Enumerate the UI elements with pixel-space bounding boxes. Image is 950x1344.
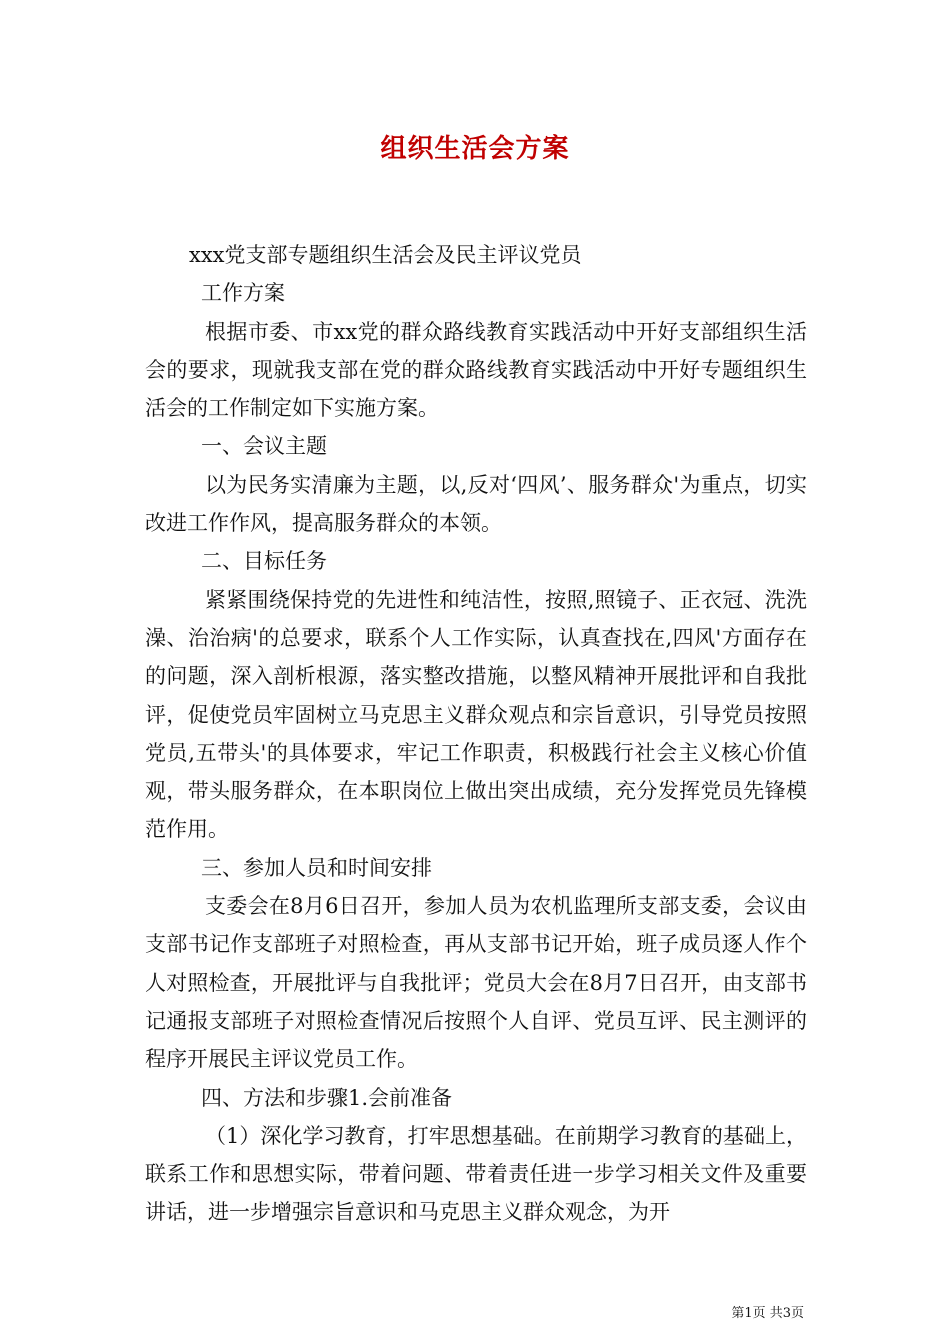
section-heading-theme: 一、会议主题 (201, 434, 327, 459)
methods-paragraph: （1）深化学习教育，打牢思想基础。在前期学习教育的基础上，联系工作和思想实际，带着问题、带着责任进一步学习相关文件及重要讲话，进一步增强宗旨意识和马克思主义群众观念，为开 (145, 1123, 807, 1225)
page-number: 第1页 共3页 (731, 1306, 804, 1321)
section-heading-participants: 三、参加人员和时间安排 (201, 855, 432, 880)
section-heading-goals: 二、目标任务 (201, 549, 327, 574)
participants-paragraph: 支委会在8月6日召开，参加人员为农机监理所支部支委，会议由支部书记作支部班子对照检查，再从支部书记开始，班子成员逐人作个人对照检查，开展批评与自我批评；党员大会在8月7日召开，由支部书记通报支部班子对照检查情况后按照个人自评、党员互评、民主测评的程序开展民主评议党员工作。 (145, 894, 807, 1072)
document-title: 组织生活会方案 (380, 134, 570, 164)
document-body (145, 236, 807, 1232)
subtitle-line-1: xxx党支部专题组织生活会及民主评议党员 (189, 243, 582, 267)
theme-paragraph: 以为民务实清廉为主题，以,反对‘四风’、服务群众'为重点，切实改进工作作风，提高服务群众的本领。 (145, 472, 807, 536)
section-heading-methods: 四、方法和步骤1.会前准备 (201, 1085, 453, 1110)
goals-paragraph: 紧紧围绕保持党的先进性和纯洁性，按照,照镜子、正衣冠、洗洗澡、治治病'的总要求，联系个人工作实际，认真查找在,四风'方面存在的问题，深入剖析根源，落实整改措施，以整风精神开展批评和自我批评，促使党员牢固树立马克思主义群众观点和宗旨意识，引导党员按照党员,五带头'的具体要求，牢记工作职责，积极践行社会主义核心价值观，带头服务群众，在本职岗位上做出突出成绩，充分发挥党员先锋模范作用。 (145, 587, 807, 842)
subtitle-line-2: 工作方案 (201, 281, 285, 306)
intro-paragraph: 根据市委、市xx党的群众路线教育实践活动中开好支部组织生活会的要求，现就我支部在党的群众路线教育实践活动中开好专题组织生活会的工作制定如下实施方案。 (145, 319, 807, 421)
